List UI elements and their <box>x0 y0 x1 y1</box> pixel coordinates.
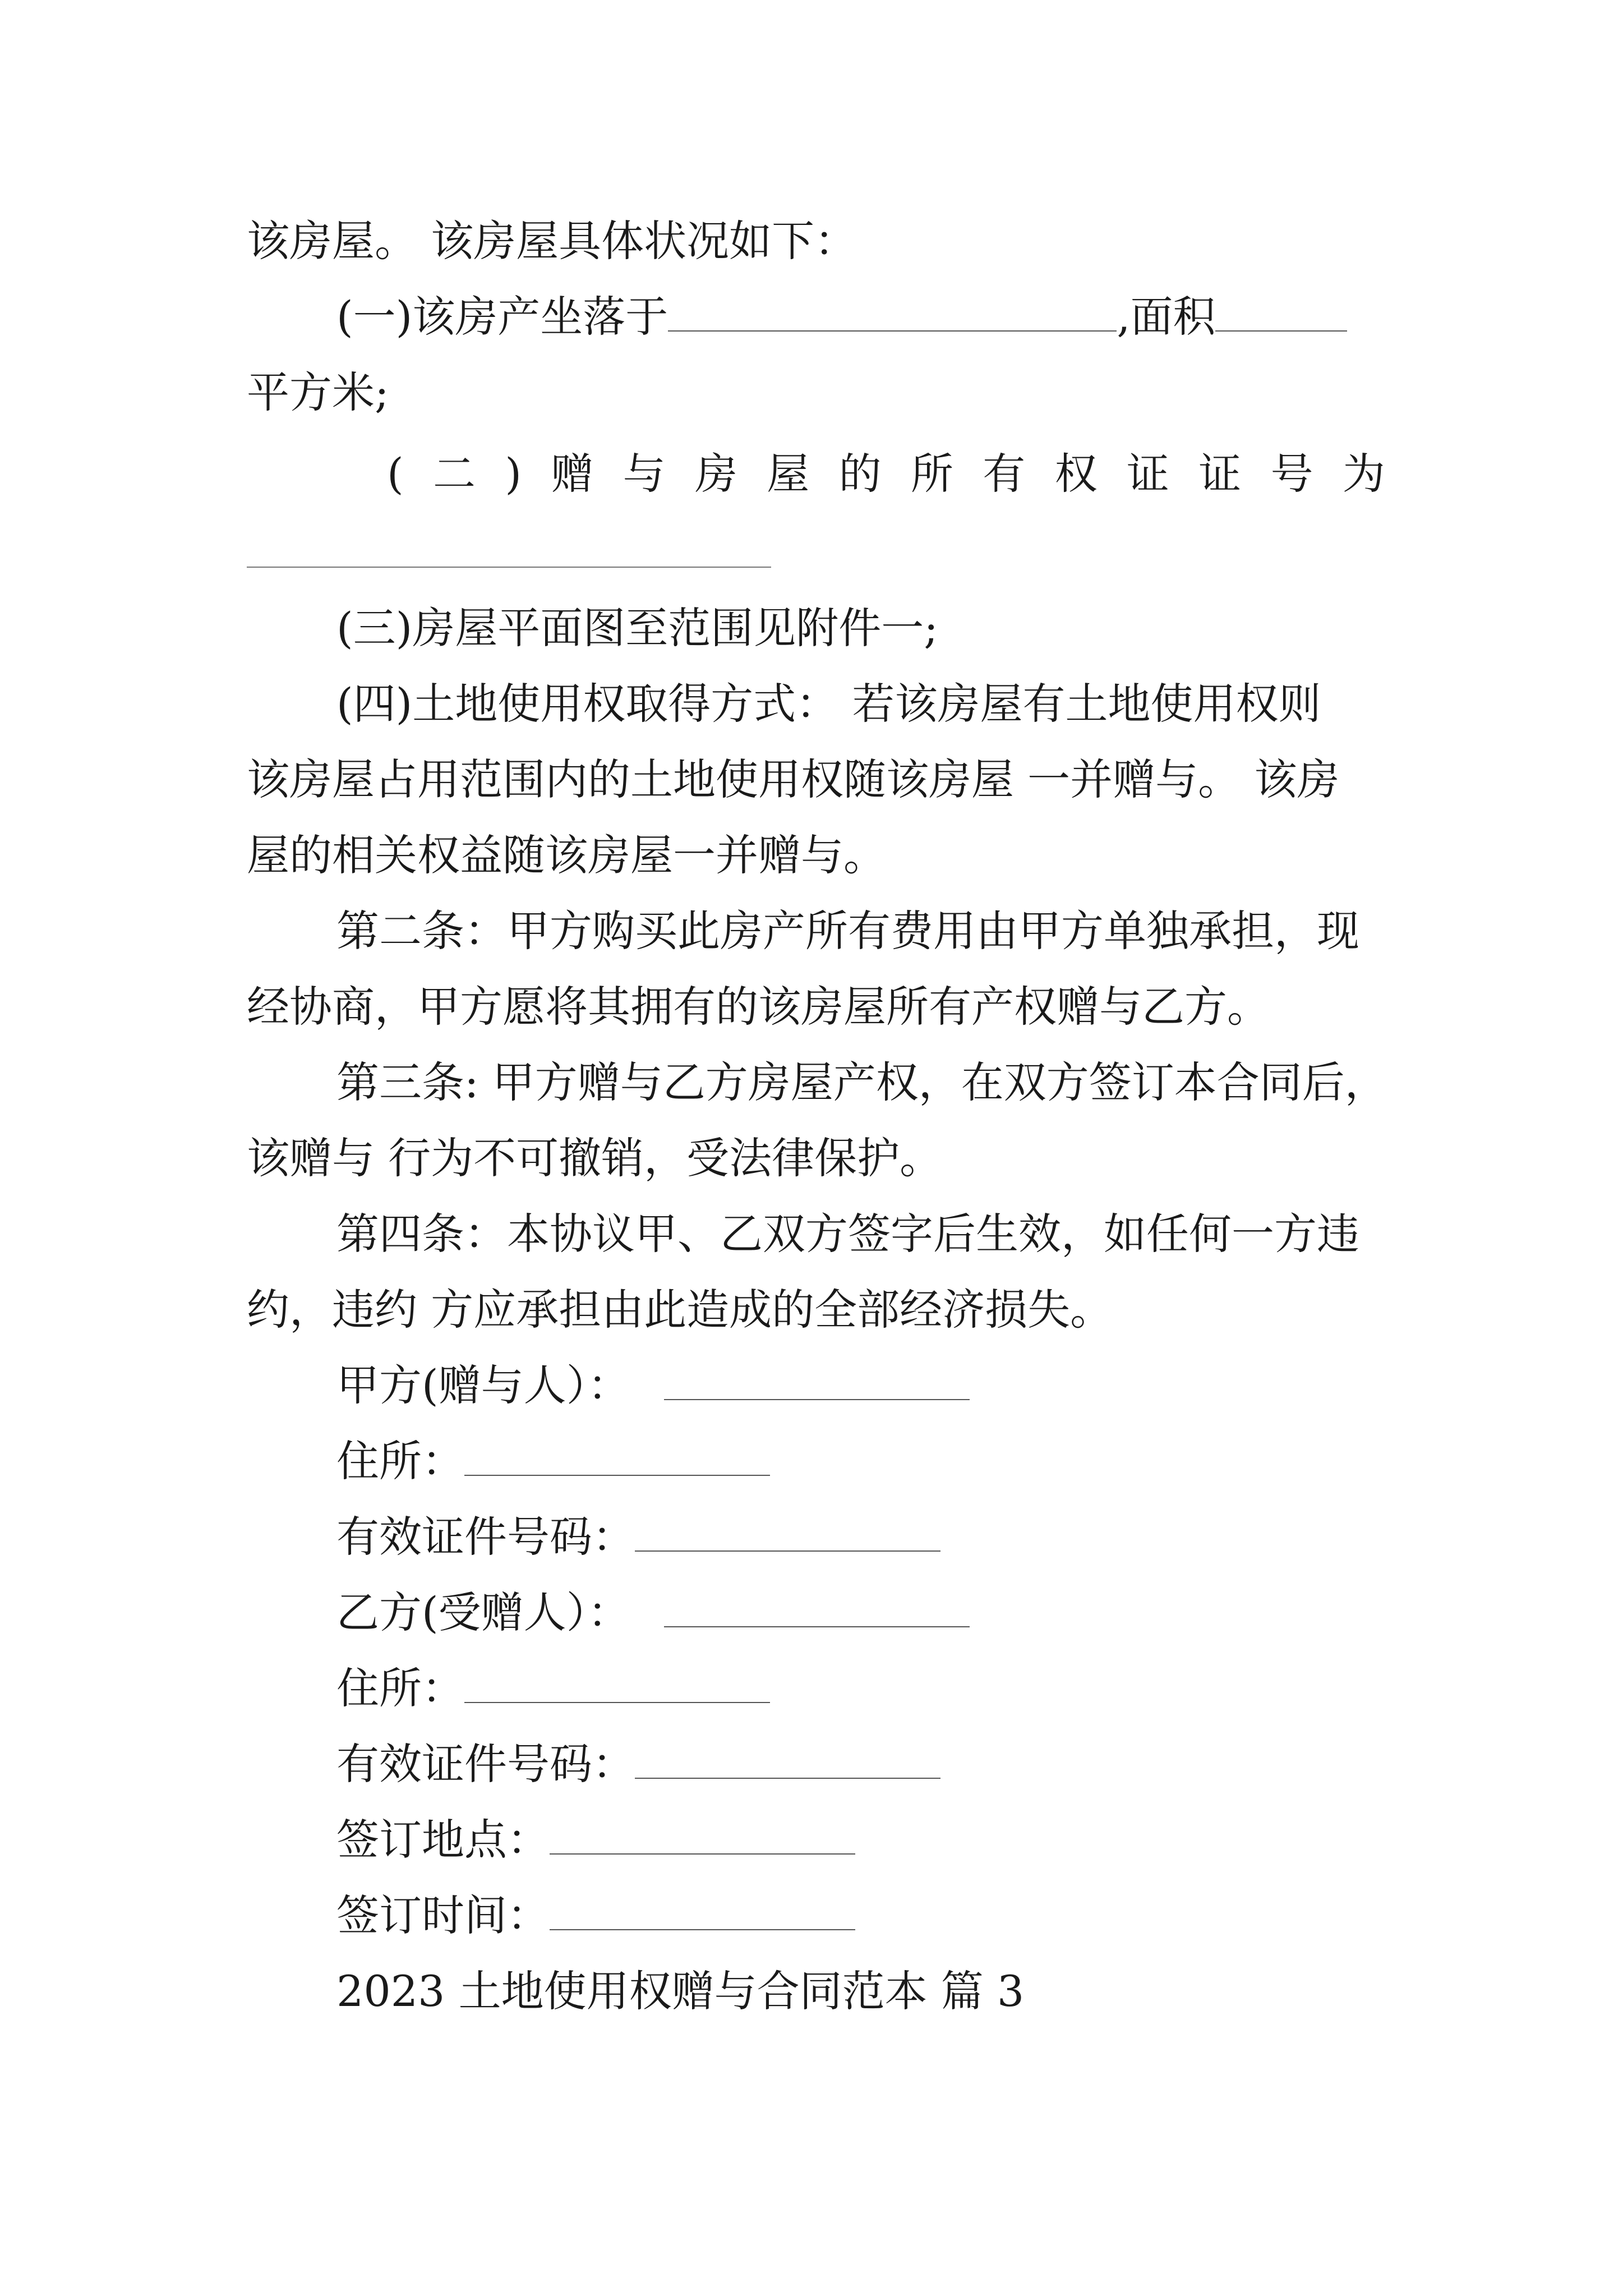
time-blank[interactable] <box>550 1890 855 1930</box>
party-a-label: 甲方(赠与人）： <box>336 1360 630 1410</box>
spaced-char: 有 <box>983 449 1026 499</box>
text-line-3: 平方米; <box>247 367 389 417</box>
area-blank[interactable] <box>1215 291 1347 332</box>
party-b-label: 乙方(受赠人）： <box>336 1588 630 1637</box>
text-line-9: 第二条：甲方购买此房产所有费用由甲方单独承担，现 <box>336 906 1359 956</box>
place-label: 签订地点： <box>336 1815 550 1865</box>
text-line-12: 该赠与 行为不可撤销，受法律保护。 <box>247 1133 943 1183</box>
id-a-blank[interactable] <box>635 1511 940 1552</box>
place-row <box>336 1812 855 1868</box>
spaced-char: 赠 <box>551 449 594 499</box>
text-line-8: 屋的相关权益随该房屋一并赠与。 <box>247 830 886 880</box>
text-line-6: (四)土地使用权取得方式： 若该房屋有土地使用权则 <box>336 679 1321 729</box>
time-row <box>336 1888 855 1944</box>
time-label: 签订时间： <box>336 1890 550 1940</box>
text-line-7: 该房屋占用范围内的土地使用权随该房屋 一并赠与。 该房 <box>247 754 1340 804</box>
text-line-4-spaced <box>387 446 1385 502</box>
text-line-1: 该房屋。 该房屋具体状况如下： <box>247 216 857 266</box>
place-blank[interactable] <box>550 1814 855 1855</box>
spaced-char: 屋 <box>767 449 810 499</box>
party-a-row <box>336 1358 970 1414</box>
id-a-row <box>336 1509 940 1565</box>
spaced-char: 的 <box>838 449 882 499</box>
text-line-10: 经协商，甲方愿将其拥有的该房屋所有产权赠与乙方。 <box>247 982 1270 1032</box>
id-b-blank[interactable] <box>635 1738 940 1779</box>
party-b-blank[interactable] <box>664 1587 970 1627</box>
id-b-label: 有效证件号码： <box>336 1739 635 1789</box>
party-b-row <box>336 1585 970 1641</box>
area-label: ,面积 <box>1117 292 1216 342</box>
location-label: (一)该房产坐落于 <box>336 292 668 342</box>
party-a-blank[interactable] <box>664 1360 970 1400</box>
address-b-row <box>336 1660 770 1717</box>
text-line-2 <box>336 289 1347 345</box>
spaced-char: 证 <box>1126 449 1169 499</box>
text-line-11: 第三条: 甲方赠与乙方房屋产权，在双方签订本合同后， <box>336 1057 1387 1107</box>
text-line-5: (三)房屋平面图至范围见附件一; <box>336 603 938 653</box>
text-line-13: 第四条：本协议甲、乙双方签字后生效，如任何一方违 <box>336 1209 1359 1259</box>
address-b-label: 住所： <box>336 1663 464 1713</box>
spaced-char: 房 <box>694 449 737 499</box>
address-a-label: 住所： <box>336 1436 464 1486</box>
id-a-label: 有效证件号码： <box>336 1512 635 1562</box>
address-a-row <box>336 1433 770 1489</box>
certificate-number-blank[interactable] <box>247 567 771 568</box>
section-heading: 2023 土地使用权赠与合同范本 篇 3 <box>336 1966 1025 2016</box>
spaced-char: 二 <box>432 449 476 499</box>
spaced-char: ) <box>505 449 522 499</box>
address-b-blank[interactable] <box>464 1663 770 1703</box>
address-a-blank[interactable] <box>464 1435 770 1476</box>
spaced-char: ( <box>387 449 404 499</box>
spaced-char: 证 <box>1198 449 1242 499</box>
id-b-row <box>336 1736 940 1792</box>
spaced-char: 权 <box>1054 449 1098 499</box>
spaced-char: 号 <box>1270 449 1313 499</box>
text-line-14: 约，违约 方应承担由此造成的全部经济损失。 <box>247 1285 1113 1335</box>
spaced-char: 与 <box>623 449 666 499</box>
spaced-char: 为 <box>1342 449 1385 499</box>
spaced-char: 所 <box>910 449 953 499</box>
location-blank[interactable] <box>668 291 1117 332</box>
